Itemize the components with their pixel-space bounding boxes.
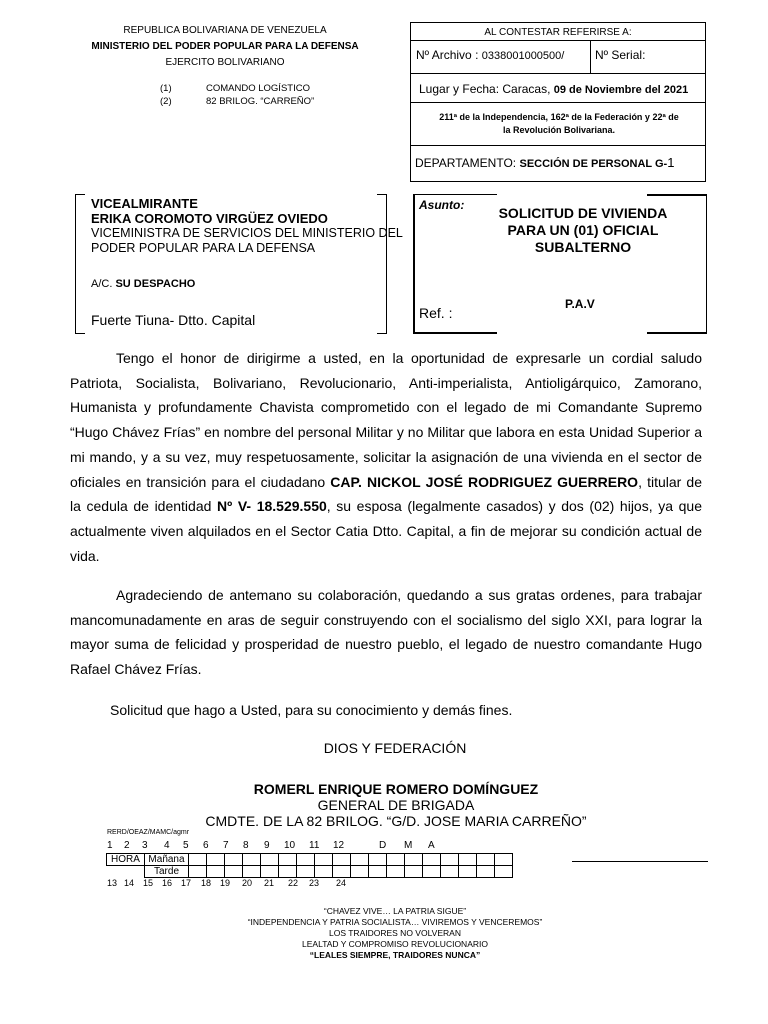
addressee-location: Fuerte Tiuna- Dtto. Capital (91, 312, 256, 328)
hour-number: 17 (181, 878, 192, 888)
hour-number: 1 (107, 840, 113, 851)
grid-cell (333, 854, 351, 866)
addressee-title-2: PODER POPULAR PARA LA DEFENSA (91, 241, 316, 255)
grid-cell (459, 866, 477, 878)
hour-number: 4 (164, 840, 170, 851)
motto-line-4: LEALTAD Y COMPROMISO REVOLUCIONARIO (302, 939, 488, 949)
addressee-bracket-left (75, 194, 85, 334)
signature-line (572, 861, 708, 862)
hour-number: 5 (183, 840, 189, 851)
motto-block (0, 906, 768, 961)
subject-line-2: PARA UN (01) OFICIAL (507, 222, 659, 238)
subject-text (473, 205, 693, 256)
month-label: M (404, 840, 413, 851)
hour-number: 13 (107, 878, 118, 888)
day-label: D (379, 840, 387, 851)
grid-cell (441, 866, 459, 878)
command-1-text: COMANDO LOGÍSTICO (206, 83, 310, 94)
attention-value: SU DESPACHO (115, 278, 196, 290)
subject-line-3: SUBALTERNO (534, 239, 632, 255)
body-paragraph-1 (70, 346, 702, 568)
hour-number: 14 (124, 878, 135, 888)
hour-number: 22 (288, 878, 299, 888)
addressee-block (91, 196, 411, 256)
archive-value: 0338001000500/ (481, 50, 565, 62)
anniversary-line-2: la Revolución Bolivariana. (502, 125, 616, 135)
paragraph-1-text-b: , titular de la cedula de identidad (70, 473, 702, 515)
grid-cell (495, 854, 513, 866)
motto-line-3: LOS TRAIDORES NO VOLVERAN (329, 928, 461, 938)
body-paragraph-2: Agradeciendo de antemano su colaboración, quedando a sus gratas ordenes, para trabajar mancomunadamente en aras de seguir construyendo con el socialismo del siglo XXI, para lograr la mayor suma de felicidad y prosperidad de nuestro pueblo, el legado de nuestro comandante Hugo Rafael Chávez Frías. (70, 587, 702, 678)
reference-box (410, 22, 706, 182)
grid-cell (387, 854, 405, 866)
hour-number: 8 (243, 840, 249, 851)
hour-number: 12 (333, 840, 345, 851)
reference-label: Ref. : (419, 305, 453, 321)
hour-number: 10 (284, 840, 296, 851)
paragraph-1-text-a: Tengo el honor de dirigirme a usted, en la oportunidad de expresarle un cordial saludo Patriota, Socialista, Bolivariano, Revolucionario, Anti-imperialista, Antioligárquico, Zamorano, Humanista y profundamente Chavista comprometido con el legado de mi Comandante Supremo “Hugo Chávez Frías” en nombre del personal Militar y no Militar que labora en esta Unidad Superior a mi mando, y a su vez, muy respetuosamente, solicitar la asignación de una vivienda en el sector de oficiales en transición para el ciudadano (70, 350, 702, 490)
archive-number (416, 48, 564, 62)
hour-number: 11 (309, 840, 320, 851)
department-value: SECCIÓN DE PERSONAL G- (519, 158, 668, 170)
anniversary-line-1: 211ª de la Independencia, 162ª de la Federación y 22ª de (439, 112, 679, 122)
id-number: Nº V- 18.529.550 (217, 498, 327, 515)
anniversary-note (417, 111, 701, 137)
grid-cell (423, 866, 441, 878)
department-number: 1 (667, 155, 675, 170)
grid-cell (189, 854, 207, 866)
letterhead (60, 23, 390, 71)
motto-line-2: “INDEPENDENCIA Y PATRIA SOCIALISTA… VIVIREMOS Y VENCEREMOS” (247, 917, 543, 927)
grid-cell (243, 866, 261, 878)
grid-cell (387, 866, 405, 878)
grid-cell (315, 866, 333, 878)
afternoon-label: Tarde (145, 866, 189, 878)
grid-cell (351, 854, 369, 866)
attention-line (91, 278, 195, 290)
addressee-name: ERIKA COROMOTO VIRGÜEZ OVIEDO (91, 211, 328, 226)
grid-cell (297, 854, 315, 866)
grid-cell (107, 866, 145, 878)
attention-label: A/C. (91, 278, 113, 290)
hour-number: 3 (142, 840, 148, 851)
motto-line-5: “LEALES SIEMPRE, TRAIDORES NUNCA” (309, 950, 481, 960)
beneficiary-name: CAP. NICKOL JOSÉ RODRIGUEZ GUERRERO (330, 473, 639, 490)
department-label: DEPARTAMENTO: (415, 156, 517, 170)
signer-name: ROMERL ENRIQUE ROMERO DOMÍNGUEZ (253, 781, 539, 797)
subject-line-1: SOLICITUD DE VIVIENDA (498, 205, 668, 221)
department (415, 155, 674, 170)
grid-cell (423, 854, 441, 866)
command-1-number: (1) (160, 83, 172, 94)
typist-initials: RERD/OEAZ/MAMC/agmr (107, 829, 190, 836)
grid-cell (351, 866, 369, 878)
letterhead-line-1: REPUBLICA BOLIVARIANA DE VENEZUELA (123, 25, 327, 36)
grid-cell (279, 854, 297, 866)
grid-cell (315, 854, 333, 866)
grid-cell (405, 866, 423, 878)
hour-numbers-bottom (106, 878, 366, 890)
date-value: 09 de Noviembre del 2021 (553, 84, 689, 96)
letterhead-line-2: MINISTERIO DEL PODER POPULAR PARA LA DEFENSA (91, 41, 359, 52)
grid-cell (477, 854, 495, 866)
hour-numbers-top (106, 840, 446, 852)
letterhead-line-3: EJERCITO BOLIVARIANO (165, 57, 285, 68)
hour-number: 18 (201, 878, 212, 888)
grid-cell (495, 866, 513, 878)
command-list (160, 82, 314, 108)
command-2-text: 82 BRILOG. “CARREÑO” (206, 96, 315, 107)
hour-number: 23 (309, 878, 320, 888)
hour-number: 15 (143, 878, 154, 888)
signer-rank: GENERAL DE BRIGADA (317, 797, 475, 813)
motto-line-1: “CHAVEZ VIVE… LA PATRIA SIGUE” (323, 906, 467, 916)
year-label: A (428, 840, 435, 851)
hour-number: 21 (264, 878, 275, 888)
time-grid (106, 853, 513, 878)
morning-label: Mañana (145, 854, 189, 866)
grid-cell (207, 866, 225, 878)
subject-box (413, 194, 707, 334)
grid-cell (207, 854, 225, 866)
grid-cell (333, 866, 351, 878)
paragraph-1-text-c: , su esposa (legalmente casados) y dos (02) hijos, ya que actualmente viven alquilados en el Sector Catia Dtto. Capital, a fin de mejorar su condición actual de vida. (70, 498, 702, 564)
grid-cell (261, 866, 279, 878)
archive-label: Nº Archivo : (416, 48, 479, 62)
command-2-number: (2) (160, 96, 172, 107)
hour-number: 20 (242, 878, 253, 888)
serial-label: Nº Serial: (595, 48, 646, 62)
addressee-rank: VICEALMIRANTE (91, 196, 198, 211)
hour-number: 2 (124, 840, 130, 851)
grid-cell (459, 854, 477, 866)
grid-cell (243, 854, 261, 866)
hour-number: 19 (220, 878, 231, 888)
grid-cell (369, 854, 387, 866)
reply-reference-note: AL CONTESTAR REFERIRSE A: (484, 27, 632, 38)
grid-cell (261, 854, 279, 866)
grid-cell (279, 866, 297, 878)
subject-label: Asunto: (419, 198, 465, 212)
grid-cell (189, 866, 207, 878)
grid-cell (225, 866, 243, 878)
place-and-date (419, 82, 688, 96)
body-paragraph-3: Solicitud que hago a Usted, para su conocimiento y demás fines. (110, 702, 513, 718)
grid-cell (477, 866, 495, 878)
grid-cell (441, 854, 459, 866)
place-label: Lugar y Fecha: Caracas, (419, 82, 551, 96)
hour-number: 24 (336, 878, 347, 888)
hour-label: HORA (107, 854, 145, 866)
addressee-title-1: VICEMINISTRA DE SERVICIOS DEL MINISTERIO DEL (91, 226, 403, 240)
reference-code: P.A.V (565, 297, 595, 311)
hour-number: 16 (162, 878, 173, 888)
grid-cell (297, 866, 315, 878)
hour-number: 9 (264, 840, 270, 851)
closing-salutation: DIOS Y FEDERACIÓN (323, 740, 467, 756)
signature-block (200, 781, 592, 829)
grid-cell (369, 866, 387, 878)
grid-cell (225, 854, 243, 866)
hour-number: 7 (223, 840, 229, 851)
grid-cell (405, 854, 423, 866)
hour-number: 6 (203, 840, 209, 851)
signer-position: CMDTE. DE LA 82 BRILOG. “G/D. JOSE MARIA CARREÑO” (205, 813, 587, 829)
